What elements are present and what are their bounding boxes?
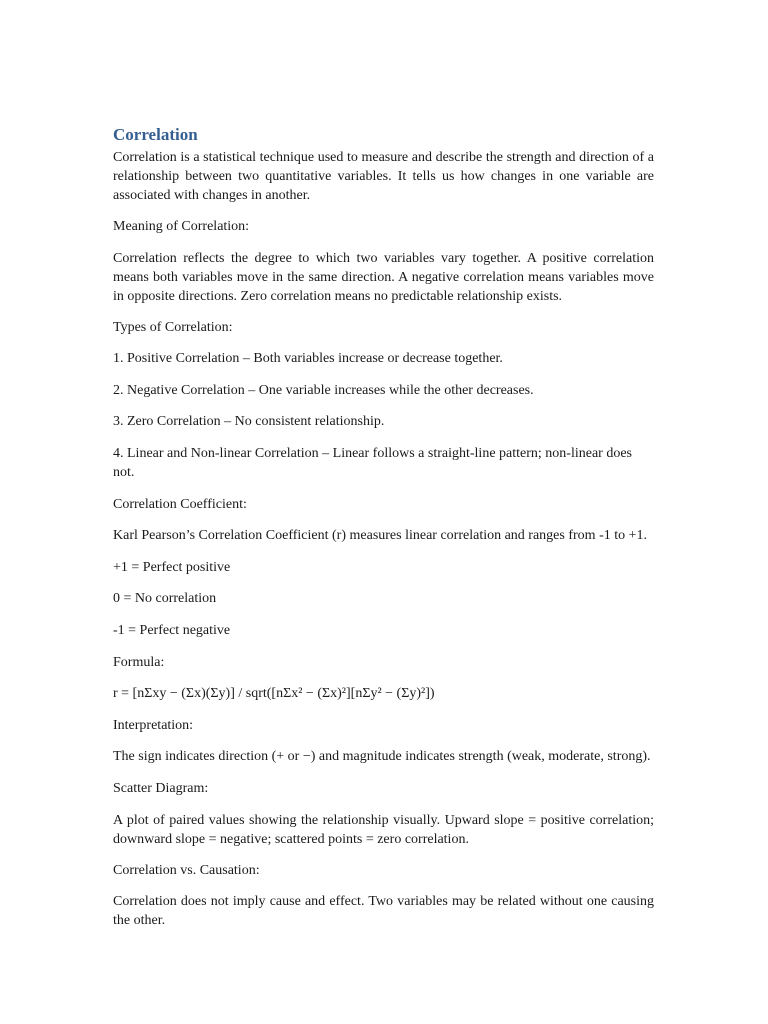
coefficient-paragraph: Karl Pearson’s Correlation Coefficient (r) measures linear correlation and ranges from -1 to +1. bbox=[113, 528, 648, 544]
interpretation-paragraph: The sign indicates direction (+ or −) and magnitude indicates strength (weak, moderate, strong). bbox=[113, 749, 651, 765]
meaning-paragraph: Correlation reflects the degree to which two variables vary together. A positive correlation means both variables move in the same direction. A negative correlation means variables move in opposite directions. Zero correlation means no predictable relationship exists. bbox=[113, 250, 654, 304]
causation-heading: Correlation vs. Causation: bbox=[113, 862, 260, 878]
intro-paragraph: Correlation is a statistical technique used to measure and describe the strength and direction of a relationship between two quantitative variables. It tells us how changes in one variable are associated with changes in another. bbox=[113, 150, 654, 203]
meaning-heading: Meaning of Correlation: bbox=[113, 219, 250, 234]
types-heading: Types of Correlation: bbox=[113, 319, 233, 335]
coefficient-heading: Correlation Coefficient: bbox=[113, 496, 247, 512]
causation-paragraph: Correlation does not imply cause and effect. Two variables may be related without one causing the other. bbox=[113, 894, 654, 929]
coefficient-value-negative: -1 = Perfect negative bbox=[113, 622, 231, 638]
type-item-negative: 2. Negative Correlation – One variable increases while the other decreases. bbox=[113, 382, 534, 398]
scatter-heading: Scatter Diagram: bbox=[113, 780, 209, 796]
coefficient-value-positive: +1 = Perfect positive bbox=[113, 559, 231, 575]
coefficient-value-zero: 0 = No correlation bbox=[113, 591, 217, 607]
type-item-positive: 1. Positive Correlation – Both variables increase or decrease together. bbox=[113, 351, 503, 367]
document-title: Correlation bbox=[113, 125, 198, 144]
formula-heading: Formula: bbox=[113, 654, 165, 670]
interpretation-heading: Interpretation: bbox=[113, 717, 194, 733]
formula-text: r = [nΣxy − (Σx)(Σy)] / sqrt([nΣx² − (Σx)²][nΣy² − (Σy)²]) bbox=[113, 686, 435, 702]
document-page bbox=[113, 124, 654, 930]
type-item-zero: 3. Zero Correlation – No consistent relationship. bbox=[113, 414, 385, 430]
scatter-paragraph: A plot of paired values showing the relationship visually. Upward slope = positive correlation; downward slope = negative; scattered points = zero correlation. bbox=[113, 812, 654, 847]
type-item-linear: 4. Linear and Non-linear Correlation – Linear follows a straight-line pattern; non-linear does not. bbox=[113, 445, 632, 480]
